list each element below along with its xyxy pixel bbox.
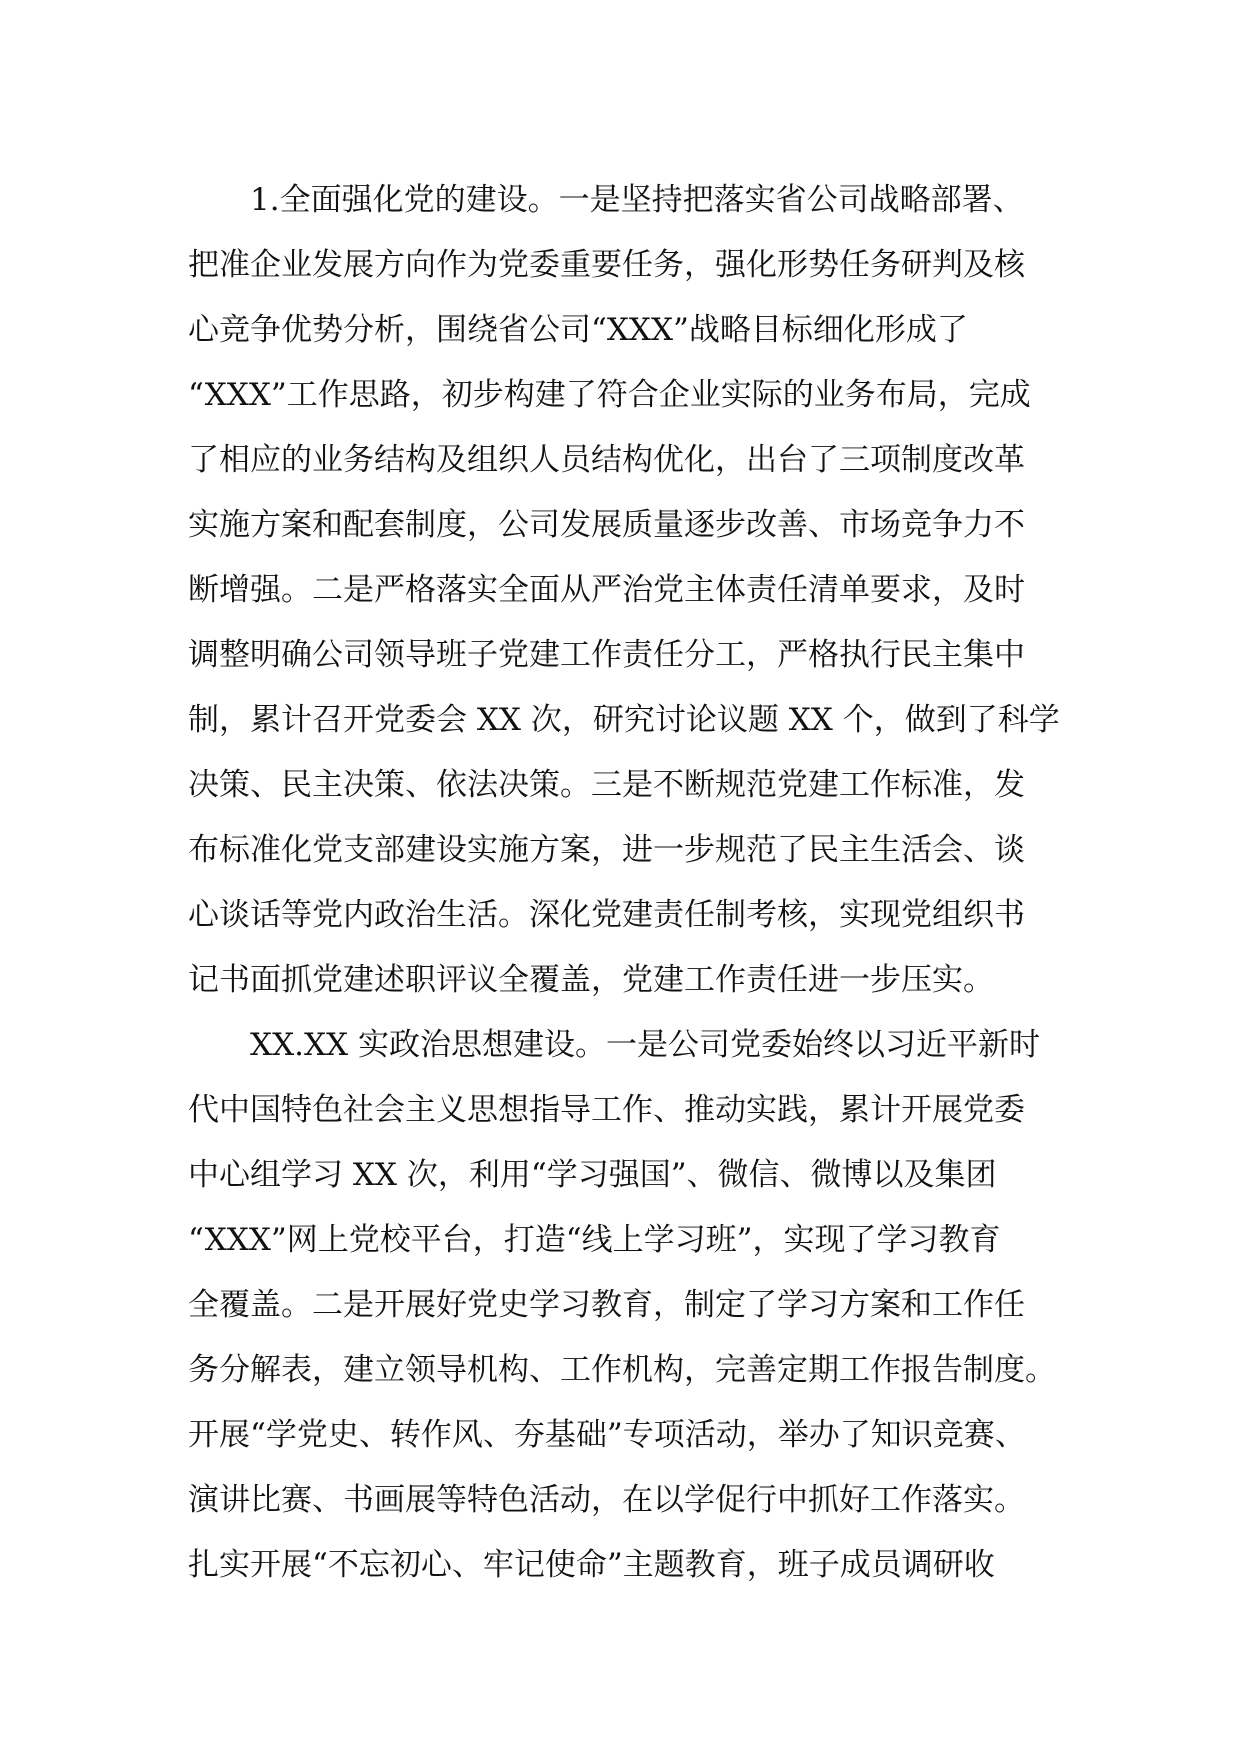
paragraph-2-line-5: 全覆盖。二是开展好党史学习教育，制定了学习方案和工作任 bbox=[188, 1287, 1025, 1323]
paragraph-1-line-1: 1.全面强化党的建设。一是坚持把落实省公司战略部署、 bbox=[250, 182, 1024, 218]
paragraph-1-line-3: 心竞争优势分析，围绕省公司“XXX”战略目标细化形成了 bbox=[188, 312, 968, 348]
paragraph-2-line-9: 扎实开展“不忘初心、牢记使命”主题教育，班子成员调研收 bbox=[188, 1547, 995, 1583]
paragraph-1-line-2: 把准企业发展方向作为党委重要任务，强化形势任务研判及核 bbox=[188, 247, 1025, 283]
paragraph-1-line-9: 制，累计召开党委会 XX 次，研究讨论议题 XX 个，做到了科学 bbox=[188, 702, 1060, 738]
paragraph-1-line-6: 实施方案和配套制度，公司发展质量逐步改善、市场竞争力不 bbox=[188, 507, 1025, 543]
paragraph-2-line-2: 代中国特色社会主义思想指导工作、推动实践，累计开展党委 bbox=[188, 1092, 1025, 1128]
document-body bbox=[188, 168, 1068, 1598]
paragraph-1-line-7: 断增强。二是严格落实全面从严治党主体责任清单要求，及时 bbox=[188, 572, 1025, 608]
paragraph-2-line-6: 务分解表，建立领导机构、工作机构，完善定期工作报告制度。 bbox=[188, 1352, 1056, 1388]
paragraph-1-line-13: 记书面抓党建述职评议全覆盖，党建工作责任进一步压实。 bbox=[188, 962, 994, 998]
paragraph-2-line-8: 演讲比赛、书画展等特色活动，在以学促行中抓好工作落实。 bbox=[188, 1482, 1025, 1518]
paragraph-1-line-11: 布标准化党支部建设实施方案，进一步规范了民主生活会、谈 bbox=[188, 832, 1025, 868]
paragraph-2-line-4: “XXX”网上党校平台，打造“线上学习班”，实现了学习教育 bbox=[188, 1222, 1001, 1258]
paragraph-2-line-7: 开展“学党史、转作风、夯基础”专项活动，举办了知识竞赛、 bbox=[188, 1417, 1026, 1453]
paragraph-1-line-5: 了相应的业务结构及组织人员结构优化，出台了三项制度改革 bbox=[188, 442, 1025, 478]
paragraph-2-line-3: 中心组学习 XX 次，利用“学习强国”、微信、微博以及集团 bbox=[188, 1157, 997, 1193]
paragraph-1-line-12: 心谈话等党内政治生活。深化党建责任制考核，实现党组织书 bbox=[188, 897, 1025, 933]
paragraph-2-line-1: XX.XX 实政治思想建设。一是公司党委始终以习近平新时 bbox=[250, 1027, 1040, 1063]
paragraph-1-line-10: 决策、民主决策、依法决策。三是不断规范党建工作标准，发 bbox=[188, 767, 1025, 803]
paragraph-1-line-8: 调整明确公司领导班子党建工作责任分工，严格执行民主集中 bbox=[188, 637, 1025, 673]
paragraph-1-line-4: “XXX”工作思路，初步构建了符合企业实际的业务布局，完成 bbox=[188, 377, 1031, 413]
